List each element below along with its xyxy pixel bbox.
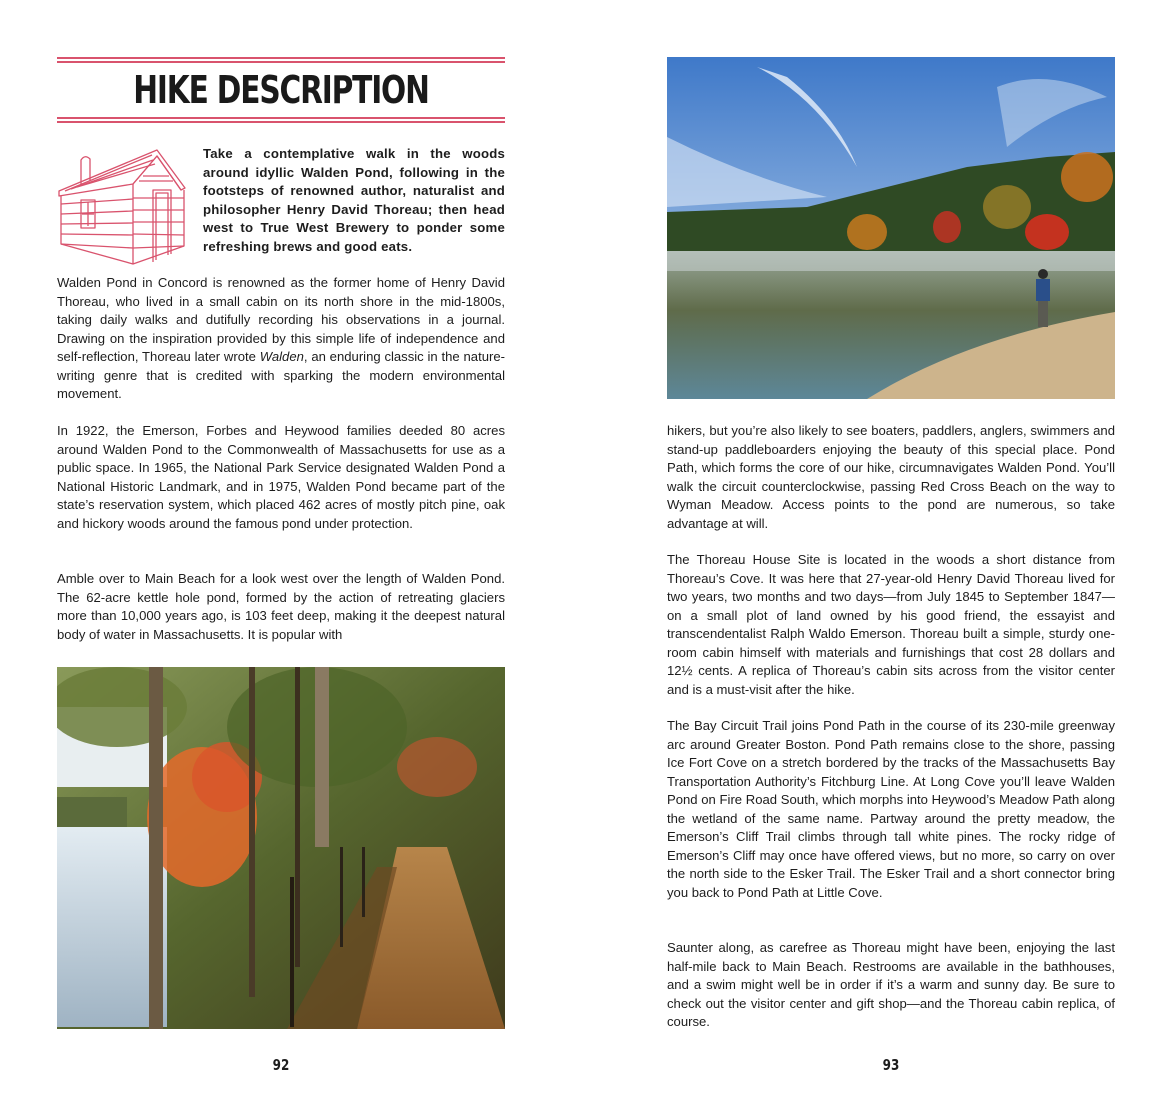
heading-rule xyxy=(57,61,505,63)
paragraph-text: Walden Pond in Concord is renowned as the former home of Henry David Thoreau, who lived in a small cabin on its north shore in the mid-1800s, taking daily walks and dutifully recording his observations in a journal. Drawing on the inspiration provided by this simple life of independence and self-reflection, Thoreau later wrote xyxy=(57,275,505,364)
paragraph-text: , an enduring classic in the nature-writing genre that is credited with sparking the modern environmental movement. xyxy=(57,349,505,401)
body-paragraph: In 1922, the Emerson, Forbes and Heywood families deeded 80 acres around Walden Pond to the Commonwealth of Massachusetts for use as a public space. In 1965, the National Park Service designated Walden Pond a National Historic Landmark, and in 1975, Walden Pond became part of the state’s reservation system, which placed 462 acres of mostly pitch pine, oak and hickory woods around the famous pond under protection. xyxy=(57,423,505,531)
left-page xyxy=(57,0,505,1110)
body-paragraph: Amble over to Main Beach for a look west over the length of Walden Pond. The 62-acre kettle hole pond, formed by the action of retreating glaciers more than 10,000 years ago, is 103 feet deep, making it the deepest natural body of water in Massachusetts. It is popular with xyxy=(57,571,505,642)
heading-rule xyxy=(57,117,505,119)
right-page xyxy=(667,0,1115,1110)
page-number: 93 xyxy=(882,1056,900,1074)
cabin-icon xyxy=(57,144,187,266)
walden-pond-photo xyxy=(667,57,1115,399)
body-paragraph: hikers, but you’re also likely to see boaters, paddlers, anglers, swimmers and stand-up paddleboarders enjoying the beauty of this special place. Pond Path, which forms the core of our hike, circumnavigates Walden Pond. You’ll walk the circuit counterclockwise, passing Red Cross Beach on the way to Wyman Meadow. Access points to the pond are numerous, so take advantage at will. xyxy=(667,423,1115,531)
page-heading: HIKE DESCRIPTION xyxy=(133,68,429,112)
heading-rule xyxy=(57,121,505,123)
intro-text: Take a contemplative walk in the woods around idyllic Walden Pond, following in the footsteps of renowned author, naturalist and philosopher Henry David Thoreau; then head west to True West Brewery to ponder some refreshing brews and good eats. xyxy=(203,146,505,254)
body-paragraph xyxy=(57,274,505,404)
forest-trail-photo xyxy=(57,667,505,1029)
book-title: Walden xyxy=(259,349,304,364)
body-paragraph: Saunter along, as carefree as Thoreau might have been, enjoying the last half-mile back to Main Beach. Restrooms are available in the bathhouses, and a swim might well be in order if it’s a warm and sunny day. Be sure to check out the visitor center and gift shop—and the Thoreau cabin replica, of course. xyxy=(667,940,1115,1029)
heading-rule xyxy=(57,57,505,59)
page-number: 92 xyxy=(272,1056,290,1074)
body-paragraph: The Bay Circuit Trail joins Pond Path in the course of its 230-mile greenway arc around Greater Boston. Pond Path remains close to the shore, passing Ice Fort Cove on a stretch bordered by the tracks of the Massachusetts Bay Transportation Authority’s Fitchburg Line. At Long Cove you’ll leave Walden Pond on Fire Road South, which morphs into Heywood’s Meadow Path along the wetland of the same name. Partway around the pretty meadow, the Emerson’s Cliff Trail climbs through tall white pines. The rocky ridge of Emerson’s Cliff may once have offered views, but no more, so carry on over the north side to the Esker Trail. The Esker Trail and a short connector bring you back to Pond Path at Little Cove. xyxy=(667,718,1115,900)
body-paragraph: The Thoreau House Site is located in the woods a short distance from Thoreau’s Cove. It was here that 27-year-old Henry David Thoreau lived for two years, two months and two days—from July 1845 to September 1847—on a small plot of land owned by his good friend, the essayist and transcendentalist Ralph Waldo Emerson. Thoreau built a simple, sturdy one-room cabin himself with materials and furnishings that cost 28 dollars and 12½ cents. A replica of Thoreau’s cabin sits across from the visitor center and is a must-visit after the hike. xyxy=(667,552,1115,697)
